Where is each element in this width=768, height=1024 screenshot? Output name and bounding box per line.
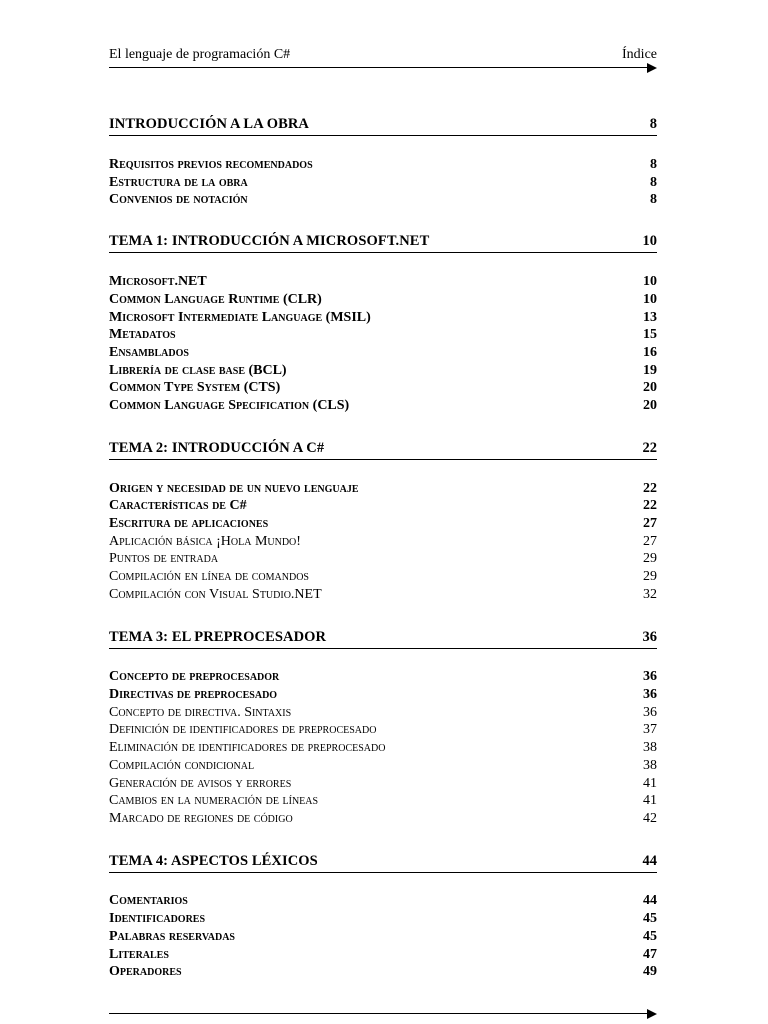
toc-entry-label: Escritura de aplicaciones bbox=[109, 516, 269, 531]
toc-entry-page-number: 27 bbox=[643, 516, 657, 531]
toc-entry-label: Eliminación de identificadores de preprocesado bbox=[109, 740, 386, 755]
toc-entry bbox=[109, 586, 657, 604]
toc-entry-page-number: 8 bbox=[649, 116, 657, 132]
toc-entry-page-number: 22 bbox=[643, 481, 657, 496]
toc-entry bbox=[109, 910, 657, 928]
toc-entry-page-number: 36 bbox=[643, 687, 657, 702]
toc-entry-page-number: 29 bbox=[643, 569, 657, 584]
toc-entry-page-number: 20 bbox=[643, 398, 657, 413]
toc-entry-page-number: 8 bbox=[650, 175, 657, 190]
toc-entry-label: Convenios de notación bbox=[109, 192, 248, 207]
toc-entry-label: Common Language Runtime (CLR) bbox=[109, 292, 322, 307]
toc-entry-label: Literales bbox=[109, 947, 169, 962]
toc-entry-label: Librería de clase base (BCL) bbox=[109, 363, 287, 378]
toc-entry-label: Concepto de preprocesador bbox=[109, 669, 280, 684]
toc-entry bbox=[109, 704, 657, 722]
toc-entry bbox=[109, 379, 657, 397]
toc-entry-page-number: 47 bbox=[643, 947, 657, 962]
toc-entry-label: Compilación con Visual Studio.NET bbox=[109, 587, 322, 602]
toc-entry-label: Compilación condicional bbox=[109, 758, 255, 773]
toc-entry-label: Compilación en línea de comandos bbox=[109, 569, 309, 584]
toc-entry bbox=[109, 273, 657, 291]
toc-entry bbox=[109, 156, 657, 174]
toc-entry-label: Microsoft.NET bbox=[109, 274, 207, 289]
header-section-title: Índice bbox=[622, 47, 657, 62]
toc-entry bbox=[109, 497, 657, 515]
toc-entry-label: Definición de identificadores de preprocesado bbox=[109, 722, 377, 737]
header-arrow-rule bbox=[109, 63, 657, 73]
toc-entry-label: Requisitos previos recomendados bbox=[109, 157, 313, 172]
toc-entry bbox=[109, 686, 657, 704]
toc-entry-page-number: 29 bbox=[643, 551, 657, 566]
toc-entry-page-number: 44 bbox=[642, 853, 657, 869]
toc-entry bbox=[109, 362, 657, 380]
toc-chapter-entry bbox=[109, 439, 657, 460]
toc-entry-label: Cambios en la numeración de líneas bbox=[109, 793, 319, 808]
toc-entry-page-number: 49 bbox=[643, 964, 657, 979]
toc-entry bbox=[109, 668, 657, 686]
toc-entry-label: Comentarios bbox=[109, 893, 188, 908]
toc-entry-label: Palabras reservadas bbox=[109, 929, 235, 944]
toc-entry-page-number: 41 bbox=[643, 793, 657, 808]
toc-entry-page-number: 36 bbox=[642, 629, 657, 645]
toc-entry bbox=[109, 397, 657, 415]
arrowhead-icon bbox=[647, 63, 657, 73]
toc-entry bbox=[109, 326, 657, 344]
toc-entry-page-number: 36 bbox=[643, 705, 657, 720]
toc-entry-label: Common Type System (CTS) bbox=[109, 380, 281, 395]
toc-entry bbox=[109, 480, 657, 498]
toc-entry-label: Origen y necesidad de un nuevo lenguaje bbox=[109, 481, 359, 496]
header-book-title: El lenguaje de programación C# bbox=[109, 47, 291, 62]
toc-entry bbox=[109, 775, 657, 793]
toc-entry-page-number: 10 bbox=[643, 292, 657, 307]
toc-entry-page-number: 27 bbox=[643, 534, 657, 549]
toc-chapter-entry bbox=[109, 852, 657, 873]
toc-entry bbox=[109, 810, 657, 828]
toc-entry bbox=[109, 515, 657, 533]
toc-entry-page-number: 38 bbox=[643, 740, 657, 755]
toc-entry-page-number: 15 bbox=[643, 327, 657, 342]
toc-entry bbox=[109, 739, 657, 757]
toc-entry-label: TEMA 2: INTRODUCCIÓN A C# bbox=[109, 440, 325, 456]
toc-chapter-entry bbox=[109, 628, 657, 649]
toc-entry-page-number: 45 bbox=[643, 911, 657, 926]
toc-entry-label: Concepto de directiva. Sintaxis bbox=[109, 705, 292, 720]
toc-entry-page-number: 13 bbox=[643, 310, 657, 325]
toc-entry-page-number: 44 bbox=[643, 893, 657, 908]
toc-entry bbox=[109, 892, 657, 910]
toc-entry-page-number: 42 bbox=[643, 811, 657, 826]
toc-entry-page-number: 8 bbox=[650, 157, 657, 172]
toc-entry-label: Metadatos bbox=[109, 327, 176, 342]
toc-entry-label: Estructura de la obra bbox=[109, 175, 248, 190]
toc-entry bbox=[109, 928, 657, 946]
toc-entry bbox=[109, 568, 657, 586]
toc-entry-page-number: 32 bbox=[643, 587, 657, 602]
toc-entry-label: Directivas de preprocesado bbox=[109, 687, 278, 702]
toc-entry-label: Operadores bbox=[109, 964, 182, 979]
toc-entry-label: Aplicación básica ¡Hola Mundo! bbox=[109, 534, 301, 549]
toc-entry-label: Generación de avisos y errores bbox=[109, 776, 292, 791]
toc-entry-page-number: 10 bbox=[642, 233, 657, 249]
toc-entry-label: TEMA 4: ASPECTOS LÉXICOS bbox=[109, 853, 318, 869]
toc-entry-label: Microsoft Intermediate Language (MSIL) bbox=[109, 310, 371, 325]
toc-entry bbox=[109, 757, 657, 775]
toc-entry bbox=[109, 792, 657, 810]
toc-entry bbox=[109, 309, 657, 327]
toc-entry-page-number: 45 bbox=[643, 929, 657, 944]
toc-entry bbox=[109, 550, 657, 568]
toc-entry-label: Identificadores bbox=[109, 911, 206, 926]
toc-entry bbox=[109, 191, 657, 209]
toc-entry-page-number: 19 bbox=[643, 363, 657, 378]
toc-entry bbox=[109, 344, 657, 362]
toc-entry-page-number: 8 bbox=[650, 192, 657, 207]
toc-entry-page-number: 41 bbox=[643, 776, 657, 791]
toc-entry-label: INTRODUCCIÓN A LA OBRA bbox=[109, 116, 309, 132]
toc-entry-page-number: 10 bbox=[643, 274, 657, 289]
toc-entry-page-number: 16 bbox=[643, 345, 657, 360]
toc-entry-label: Ensamblados bbox=[109, 345, 189, 360]
toc-entry-page-number: 20 bbox=[643, 380, 657, 395]
toc-entry-label: Puntos de entrada bbox=[109, 551, 219, 566]
toc-entry-page-number: 37 bbox=[643, 722, 657, 737]
toc-entry bbox=[109, 721, 657, 739]
toc-entry-page-number: 22 bbox=[643, 498, 657, 513]
toc-entry-label: Características de C# bbox=[109, 498, 247, 513]
toc-entry bbox=[109, 963, 657, 981]
arrowhead-icon bbox=[647, 1009, 657, 1019]
footer-arrow-rule bbox=[109, 1009, 657, 1019]
toc-entry-label: Common Language Specification (CLS) bbox=[109, 398, 350, 413]
toc-entry bbox=[109, 533, 657, 551]
toc-chapter-entry bbox=[109, 232, 657, 253]
document-page bbox=[109, 0, 657, 1024]
toc-entry-page-number: 36 bbox=[643, 669, 657, 684]
toc-entry-label: TEMA 3: EL PREPROCESADOR bbox=[109, 629, 327, 645]
toc-entry bbox=[109, 291, 657, 309]
toc-entry-page-number: 22 bbox=[642, 440, 657, 456]
toc-entry bbox=[109, 174, 657, 192]
toc-chapter-entry bbox=[109, 115, 657, 136]
toc-entry bbox=[109, 946, 657, 964]
toc-entry-page-number: 38 bbox=[643, 758, 657, 773]
toc-entry-label: Marcado de regiones de código bbox=[109, 811, 293, 826]
toc-entry-label: TEMA 1: INTRODUCCIÓN A MICROSOFT.NET bbox=[109, 233, 430, 249]
